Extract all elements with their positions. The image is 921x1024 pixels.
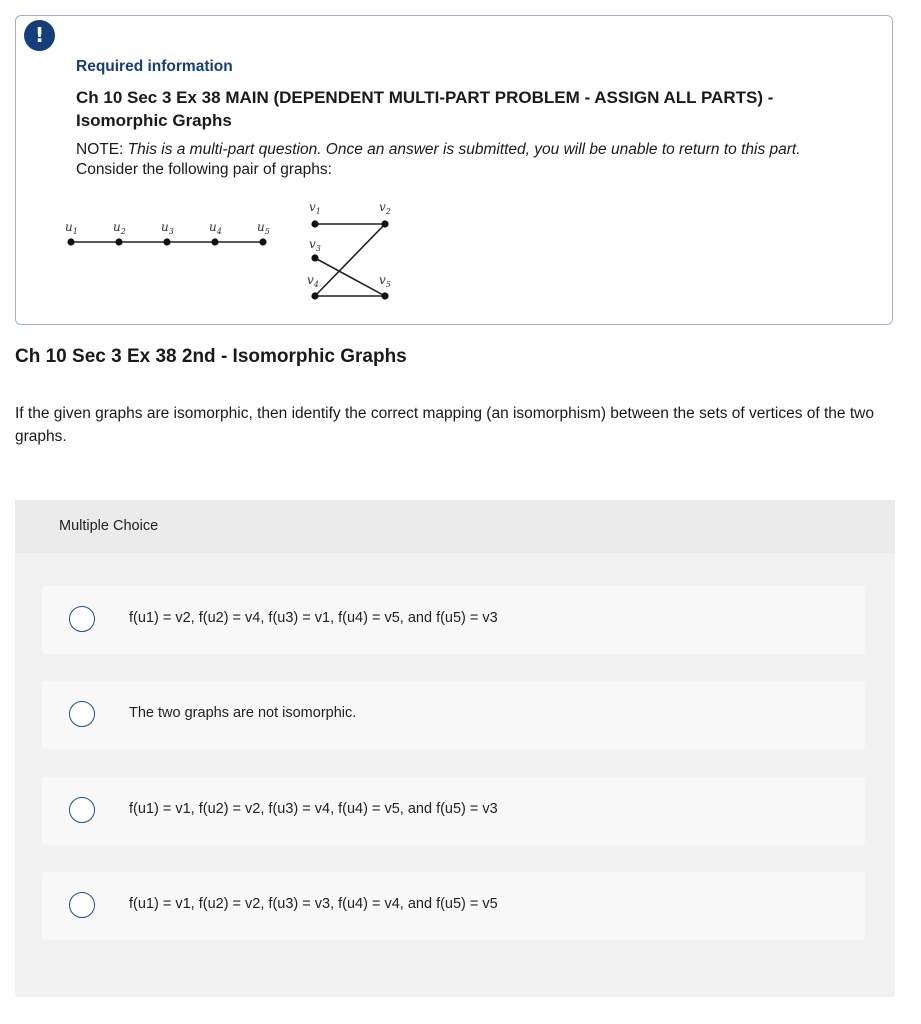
note-italic: This is a multi-part question. Once an answer is submitted, you will be unable to return to this part. — [127, 141, 801, 158]
consider-text: Consider the following pair of graphs: — [76, 161, 332, 178]
choice-option-4[interactable] — [42, 872, 865, 940]
multiple-choice-header — [15, 500, 895, 553]
choice-option-2[interactable] — [42, 681, 865, 749]
label-u3: $u_3$ — [161, 220, 174, 236]
label-v2: $v_2$ — [379, 200, 391, 216]
vertex-u2 — [115, 238, 122, 245]
choice-option-1[interactable] — [42, 586, 865, 654]
radio-button[interactable] — [69, 797, 95, 823]
question-body: If the given graphs are isomorphic, then identify the correct mapping (an isomorphism) between the sets of vertices of the two graphs. — [15, 405, 874, 445]
required-label: Required information — [76, 58, 233, 75]
vertex-v3 — [311, 254, 318, 261]
question-title: Ch 10 Sec 3 Ex 38 2nd - Isomorphic Graphs — [15, 346, 407, 367]
label-u5: $u_5$ — [257, 220, 270, 236]
vertex-v5 — [381, 292, 388, 299]
vertex-v1 — [311, 220, 318, 227]
label-v1: $v_1$ — [309, 200, 321, 216]
multiple-choice-label: Multiple Choice — [59, 518, 159, 534]
choice-text: The two graphs are not isomorphic. — [129, 705, 357, 721]
choice-text: f(u1) = v2, f(u2) = v4, f(u3) = v1, f(u4) = v5, and f(u5) = v3 — [129, 610, 498, 626]
radio-button[interactable] — [69, 606, 95, 632]
choice-text: f(u1) = v1, f(u2) = v2, f(u3) = v4, f(u4) = v5, and f(u5) = v3 — [129, 801, 498, 817]
alert-icon: ! — [24, 20, 55, 51]
vertex-u3 — [163, 238, 170, 245]
label-u2: $u_2$ — [113, 220, 126, 236]
label-u1: $u_1$ — [65, 220, 78, 236]
label-v5: $v_5$ — [379, 273, 391, 289]
label-v4: $v_4$ — [307, 273, 319, 289]
required-note — [76, 140, 876, 180]
choice-text: f(u1) = v1, f(u2) = v2, f(u3) = v3, f(u4) = v4, and f(u5) = v5 — [129, 896, 498, 912]
vertex-v4 — [311, 292, 318, 299]
label-u4: $u_4$ — [209, 220, 222, 236]
choice-option-3[interactable] — [42, 777, 865, 845]
vertex-u4 — [211, 238, 218, 245]
required-information-panel — [15, 15, 893, 325]
vertex-v2 — [381, 220, 388, 227]
multiple-choice-panel — [15, 500, 895, 997]
note-prefix: NOTE: — [76, 141, 128, 158]
label-v3: $v_3$ — [309, 237, 321, 253]
required-title: Ch 10 Sec 3 Ex 38 MAIN (DEPENDENT MULTI-PART PROBLEM - ASSIGN ALL PARTS) - Isomorphic Graphs — [76, 88, 774, 130]
radio-button[interactable] — [69, 892, 95, 918]
graph-pair-figure — [65, 198, 411, 298]
vertex-u1 — [67, 238, 74, 245]
vertex-u5 — [259, 238, 266, 245]
radio-button[interactable] — [69, 701, 95, 727]
